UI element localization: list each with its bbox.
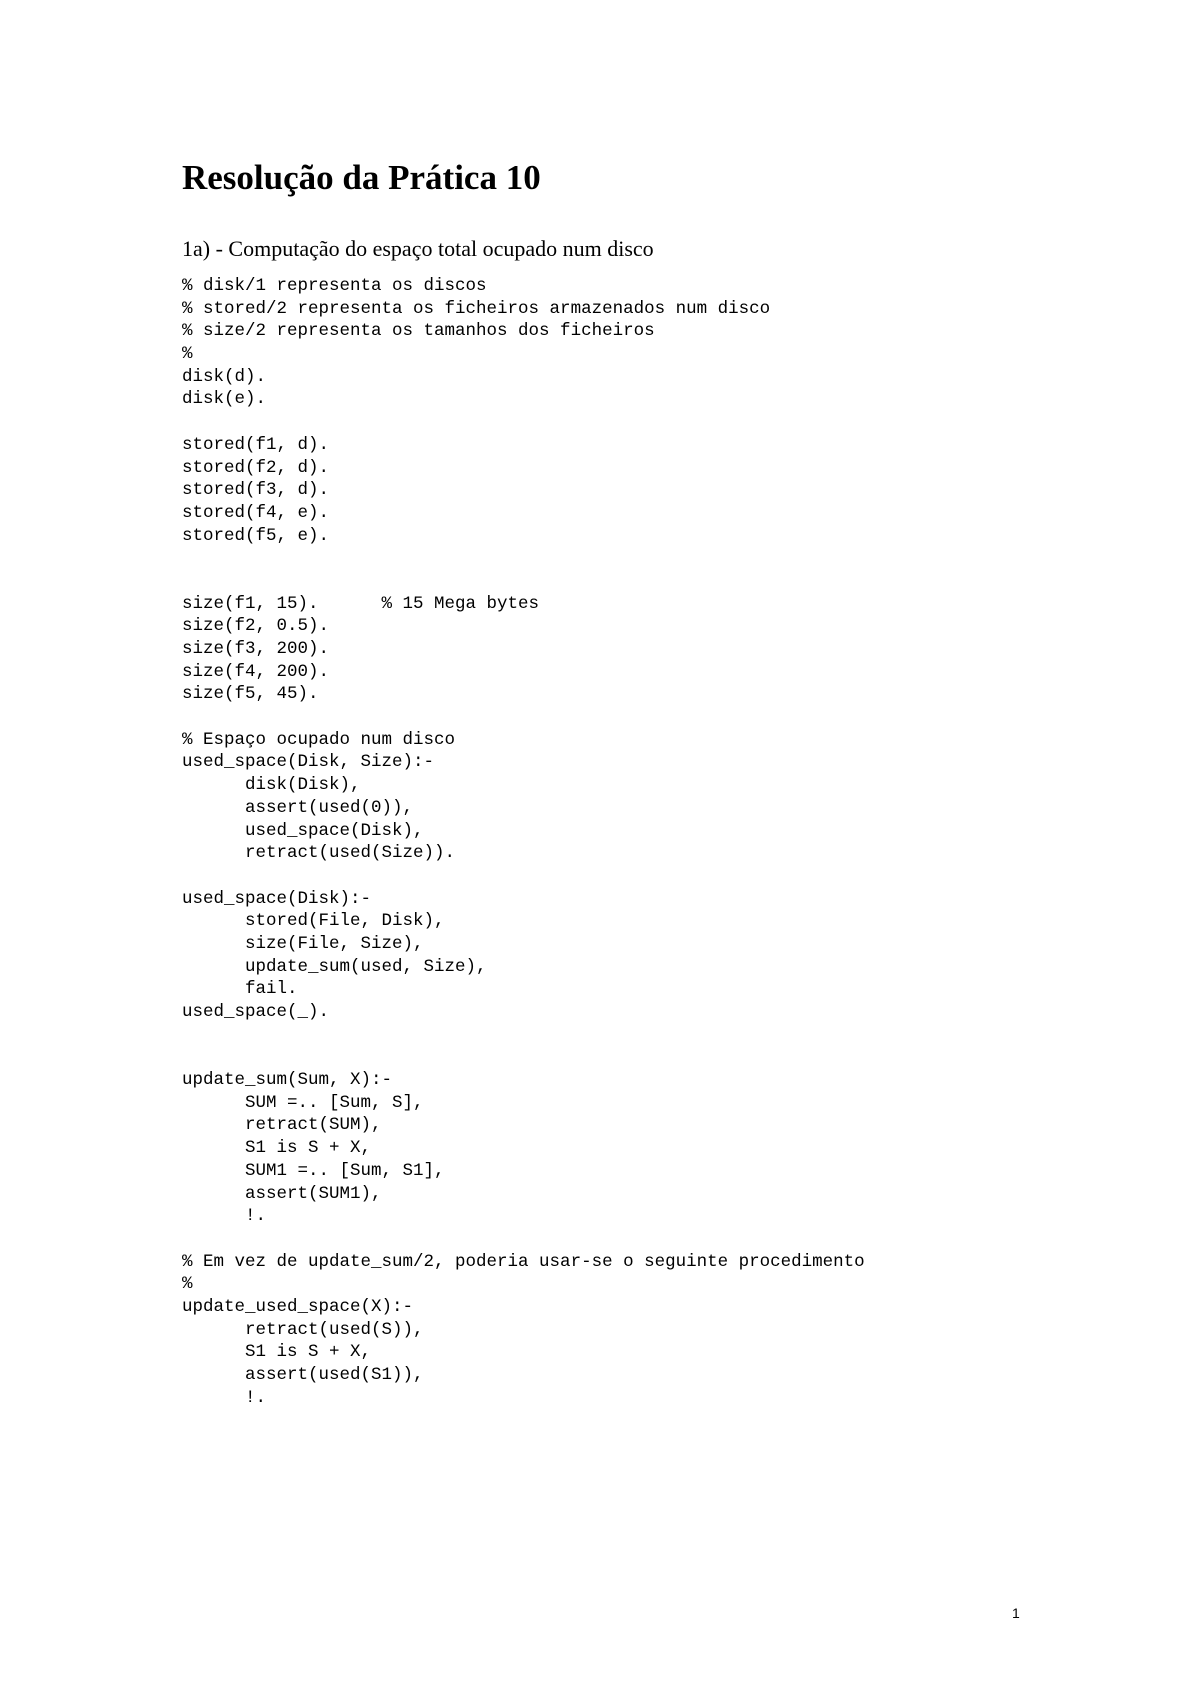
code-line: %: [182, 1274, 193, 1295]
code-line: used_space(Disk):-: [182, 888, 372, 909]
code-line: disk(Disk),: [182, 775, 361, 796]
code-line: assert(SUM1),: [182, 1183, 382, 1204]
code-line: % disk/1 representa os discos: [182, 276, 487, 296]
code-line: stored(f4, e).: [182, 502, 330, 523]
code-line: size(f5, 45).: [182, 684, 319, 705]
page-number: 1: [1012, 1605, 1020, 1621]
code-line: % stored/2 representa os ficheiros armazenados num disco: [182, 298, 771, 319]
code-line: stored(f2, d).: [182, 457, 330, 478]
code-line: % Espaço ocupado num disco: [182, 729, 456, 750]
code-line: [182, 1024, 865, 1047]
code-line: SUM =.. [Sum, S],: [182, 1092, 424, 1113]
code-line: fail.: [182, 979, 298, 1000]
code-line: % Em vez de update_sum/2, poderia usar-se o seguinte procedimento: [182, 1251, 865, 1272]
section-heading: 1a) - Computação do espaço total ocupado num disco: [182, 236, 654, 261]
code-line: size(f1, 15). % 15 Mega bytes: [182, 593, 540, 614]
code-line: used_space(Disk),: [182, 820, 424, 841]
code-line: !.: [182, 1387, 267, 1408]
code-line: assert(used(0)),: [182, 797, 414, 818]
code-line: update_sum(Sum, X):-: [182, 1070, 393, 1091]
code-line: size(f3, 200).: [182, 639, 330, 659]
code-line: disk(d).: [182, 366, 267, 387]
code-line: % size/2 representa os tamanhos dos ficheiros: [182, 321, 655, 342]
code-line: retract(used(Size)).: [182, 843, 456, 864]
code-line: stored(f5, e).: [182, 525, 330, 546]
code-line: [182, 411, 865, 434]
code-line: size(f4, 200).: [182, 661, 330, 682]
code-line: [182, 706, 865, 729]
code-line: disk(e).: [182, 389, 267, 410]
code-line: used_space(Disk, Size):-: [182, 752, 435, 773]
code-line: S1 is S + X,: [182, 1138, 372, 1159]
code-line: !.: [182, 1206, 267, 1227]
code-line: [182, 547, 865, 570]
code-line: size(f2, 0.5).: [182, 616, 330, 637]
code-line: stored(f3, d).: [182, 480, 330, 501]
code-line: SUM1 =.. [Sum, S1],: [182, 1160, 445, 1181]
code-line: size(File, Size),: [182, 933, 424, 954]
code-line: retract(SUM),: [182, 1115, 382, 1136]
code-line: update_used_space(X):-: [182, 1296, 414, 1317]
code-line: stored(File, Disk),: [182, 911, 445, 932]
code-line: stored(f1, d).: [182, 434, 330, 455]
code-line: [182, 570, 865, 593]
page-title: Resolução da Prática 10: [182, 158, 541, 197]
code-line: [182, 1046, 865, 1069]
code-line: S1 is S + X,: [182, 1342, 372, 1363]
code-line: %: [182, 344, 193, 365]
code-line: update_sum(used, Size),: [182, 956, 487, 977]
code-line: [182, 1228, 865, 1251]
code-line: assert(used(S1)),: [182, 1365, 424, 1385]
code-line: [182, 865, 865, 888]
code-block: [182, 275, 865, 1409]
code-line: used_space(_).: [182, 1002, 330, 1022]
code-line: retract(used(S)),: [182, 1319, 424, 1340]
